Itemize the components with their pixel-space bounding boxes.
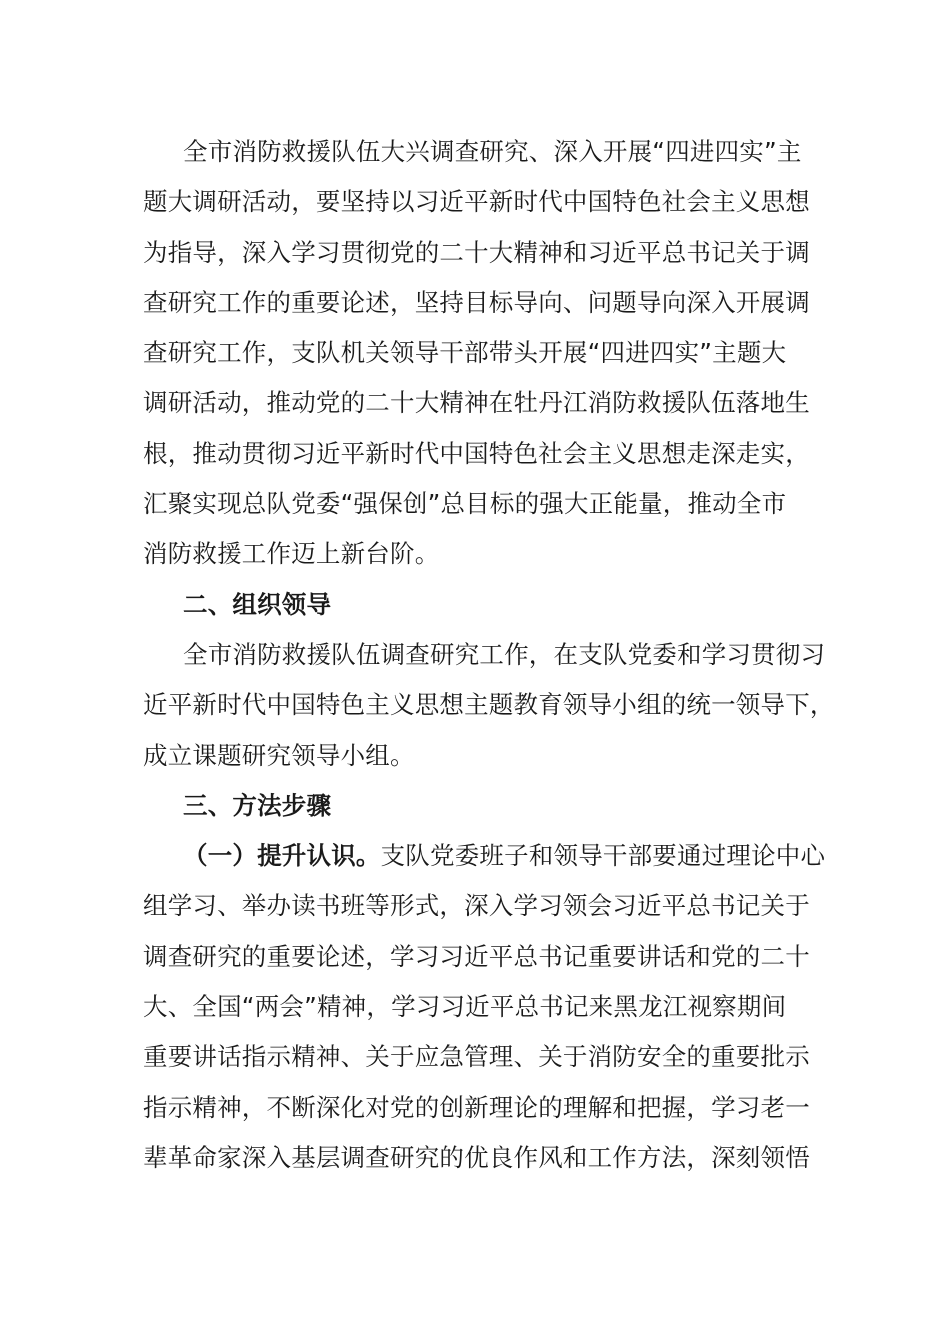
text-line: 重要讲话指示精神、关于应急管理、关于消防安全的重要批示 — [143, 1042, 810, 1072]
section-heading-steps: 三、方法步骤 — [183, 790, 332, 820]
text-line: 题大调研活动，要坚持以习近平新时代中国特色社会主义思想 — [143, 187, 810, 217]
text-line: 近平新时代中国特色主义思想主题教育领导小组的统一领导下， — [143, 690, 835, 720]
section-heading-organization: 二、组织领导 — [183, 589, 332, 619]
document-page — [143, 127, 835, 1183]
text-line: 指示精神，不断深化对党的创新理论的理解和把握，学习老一 — [143, 1092, 810, 1122]
text-line: 为指导，深入学习贯彻党的二十大精神和习近平总书记关于调 — [143, 237, 810, 267]
paragraph-organization — [143, 630, 835, 781]
text-line: 根，推动贯彻习近平新时代中国特色社会主义思想走深走实， — [143, 438, 810, 468]
text-line: 查研究工作，支队机关领导干部带头开展“四进四实”主题大 — [143, 338, 787, 368]
text-line: 全市消防救援队伍大兴调查研究、深入开展“四进四实”主 — [183, 137, 802, 166]
text-line: 查研究工作的重要论述，坚持目标导向、问题导向深入开展调 — [143, 287, 810, 317]
text-line: 成立课题研究领导小组。 — [143, 740, 415, 770]
subsection-lead: （一）提升认识。 — [183, 841, 381, 871]
paragraph-purpose — [143, 127, 810, 580]
text-line: 辈革命家深入基层调查研究的优良作风和工作方法，深刻领悟 — [143, 1142, 810, 1172]
text-line: 大、全国“两会”精神，学习习近平总书记来黑龙江视察期间 — [143, 992, 787, 1022]
text-line: 调查研究的重要论述，学习习近平总书记重要讲话和党的二十 — [143, 941, 810, 971]
paragraph-raise-awareness — [143, 831, 826, 1183]
text-line: 消防救援工作迈上新台阶。 — [143, 539, 440, 569]
text-line: 组学习、举办读书班等形式，深入学习领会习近平总书记关于 — [143, 891, 810, 921]
text-line: 全市消防救援队伍调查研究工作，在支队党委和学习贯彻习 — [183, 639, 826, 669]
text-line — [143, 831, 826, 881]
text-line: 调研活动，推动党的二十大精神在牡丹江消防救援队伍落地生 — [143, 388, 810, 418]
text-run: 支队党委班子和领导干部要通过理论中心 — [380, 841, 826, 871]
text-line: 汇聚实现总队党委“强保创”总目标的强大正能量，推动全市 — [143, 489, 787, 519]
